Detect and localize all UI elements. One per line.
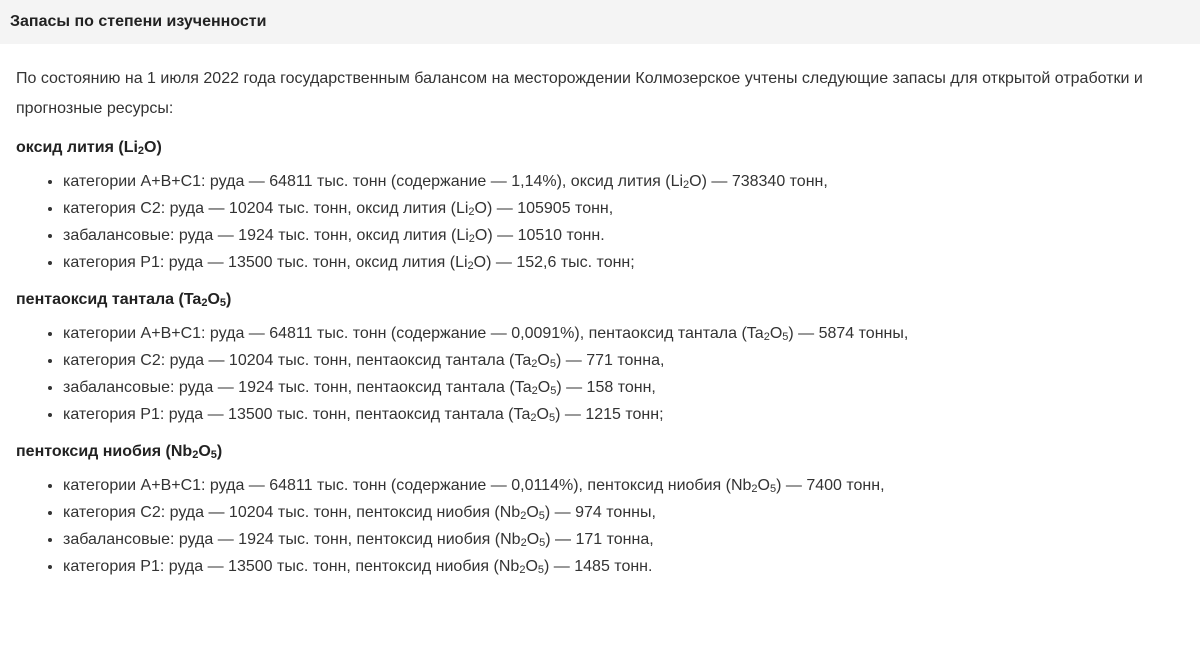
subscript: 5 bbox=[537, 564, 545, 576]
text-segment: O) — 105905 тонн, bbox=[474, 200, 614, 217]
subscript: 2 bbox=[467, 260, 474, 272]
list-item bbox=[63, 374, 1184, 401]
section-title bbox=[16, 438, 1184, 466]
subscript: 5 bbox=[538, 510, 545, 522]
subscript: 2 bbox=[530, 412, 537, 424]
list-item bbox=[63, 499, 1184, 526]
text-segment: O) — 10510 тонн. bbox=[474, 227, 605, 244]
text-segment: ) — 158 тонн, bbox=[556, 379, 656, 396]
intro-paragraph: По состоянию на 1 июля 2022 года государственным балансом на месторождении Колмозерское учтены следующие запасы для открытой отработки и прогнозные ресурсы: bbox=[16, 70, 1143, 117]
text-segment: категория С2: руда — 10204 тыс. тонн, пентоксид ниобия (Nb bbox=[63, 504, 521, 521]
text-segment: O) — 738340 тонн, bbox=[689, 173, 828, 190]
subscript: 5 bbox=[219, 297, 227, 309]
list-item bbox=[63, 195, 1184, 222]
text-segment: категория Р1: руда — 13500 тыс. тонн, пентаоксид тантала (Ta bbox=[63, 406, 531, 423]
text-segment: O bbox=[207, 291, 220, 308]
subscript: 5 bbox=[782, 331, 789, 343]
section-header-title: Запасы по степени изученности bbox=[10, 13, 267, 30]
section-tantalum bbox=[16, 286, 1184, 428]
text-segment: O bbox=[198, 443, 211, 460]
text-segment: ) bbox=[226, 291, 232, 308]
subscript: 2 bbox=[468, 233, 475, 245]
text-segment: категория С2: руда — 10204 тыс. тонн, оксид лития (Li bbox=[63, 200, 469, 217]
text-segment: O) — 152,6 тыс. тонн; bbox=[473, 254, 635, 271]
subscript: 2 bbox=[531, 358, 538, 370]
text-segment: категории А+В+С1: руда — 64811 тыс. тонн (содержание — 1,14%), оксид лития (Li bbox=[63, 173, 684, 190]
article-body bbox=[0, 44, 1200, 580]
subscript: 5 bbox=[548, 412, 556, 424]
subscript: 5 bbox=[539, 537, 546, 549]
subscript: 2 bbox=[519, 564, 526, 576]
list-item bbox=[63, 222, 1184, 249]
text-segment: O bbox=[537, 379, 551, 396]
text-segment: ) — 5874 тонны, bbox=[788, 325, 909, 342]
text-segment: O bbox=[526, 531, 540, 548]
text-segment: O bbox=[537, 352, 550, 369]
text-segment: категория С2: руда — 10204 тыс. тонн, пентаоксид тантала (Ta bbox=[63, 352, 532, 369]
text-segment: O bbox=[536, 406, 549, 423]
text-segment: оксид лития (Li bbox=[16, 139, 138, 156]
subscript: 5 bbox=[770, 483, 777, 495]
subscript: 5 bbox=[550, 385, 557, 397]
text-segment: забалансовые: руда — 1924 тыс. тонн, оксид лития (Li bbox=[63, 227, 469, 244]
subscript: 2 bbox=[468, 206, 475, 218]
text-segment: ) — 171 тонна, bbox=[545, 531, 654, 548]
section-lithium bbox=[16, 134, 1184, 276]
reserves-list bbox=[16, 168, 1184, 276]
reserves-list bbox=[16, 320, 1184, 428]
list-item bbox=[63, 320, 1184, 347]
subscript: 5 bbox=[210, 449, 217, 461]
text-segment: ) — 1215 тонн; bbox=[555, 406, 664, 423]
text-segment: пентаоксид тантала (Ta bbox=[16, 291, 202, 308]
text-segment: O bbox=[525, 558, 538, 575]
subscript: 2 bbox=[192, 449, 199, 461]
subscript: 2 bbox=[201, 297, 208, 309]
text-segment: O bbox=[526, 504, 539, 521]
text-segment: категория Р1: руда — 13500 тыс. тонн, пентоксид ниобия (Nb bbox=[63, 558, 520, 575]
list-item bbox=[63, 553, 1184, 580]
text-segment: ) — 1485 тонн. bbox=[544, 558, 653, 575]
text-segment: категории А+В+С1: руда — 64811 тыс. тонн (содержание — 0,0114%), пентоксид ниобия (Nb bbox=[63, 477, 752, 494]
text-segment: категория Р1: руда — 13500 тыс. тонн, оксид лития (Li bbox=[63, 254, 468, 271]
subscript: 2 bbox=[137, 145, 145, 157]
subscript: 2 bbox=[520, 537, 527, 549]
subscript: 2 bbox=[763, 331, 770, 343]
subscript: 2 bbox=[751, 483, 758, 495]
section-title bbox=[16, 134, 1184, 162]
subscript: 2 bbox=[531, 385, 538, 397]
list-item bbox=[63, 401, 1184, 428]
text-segment: пентоксид ниобия (Nb bbox=[16, 443, 193, 460]
reserves-list bbox=[16, 472, 1184, 580]
subscript: 5 bbox=[549, 358, 556, 370]
text-segment: ) — 7400 тонн, bbox=[776, 477, 885, 494]
list-item bbox=[63, 168, 1184, 195]
subscript: 2 bbox=[683, 179, 690, 191]
text-segment: категории А+В+С1: руда — 64811 тыс. тонн (содержание — 0,0091%), пентаоксид тантала (Ta bbox=[63, 325, 764, 342]
section-header bbox=[0, 0, 1200, 44]
text-segment: ) — 771 тонна, bbox=[555, 352, 665, 369]
list-item bbox=[63, 347, 1184, 374]
text-segment: забалансовые: руда — 1924 тыс. тонн, пентоксид ниобия (Nb bbox=[63, 531, 521, 548]
text-segment: ) bbox=[216, 443, 223, 460]
list-item bbox=[63, 472, 1184, 499]
list-item bbox=[63, 526, 1184, 553]
section-title bbox=[16, 286, 1184, 314]
section-niobium bbox=[16, 438, 1184, 580]
text-segment: ) — 974 тонны, bbox=[544, 504, 656, 521]
subscript: 2 bbox=[520, 510, 527, 522]
text-segment: O bbox=[757, 477, 770, 494]
text-segment: забалансовые: руда — 1924 тыс. тонн, пентаоксид тантала (Ta bbox=[63, 379, 532, 396]
list-item bbox=[63, 249, 1184, 276]
text-segment: O bbox=[769, 325, 783, 342]
text-segment: O) bbox=[144, 139, 162, 156]
